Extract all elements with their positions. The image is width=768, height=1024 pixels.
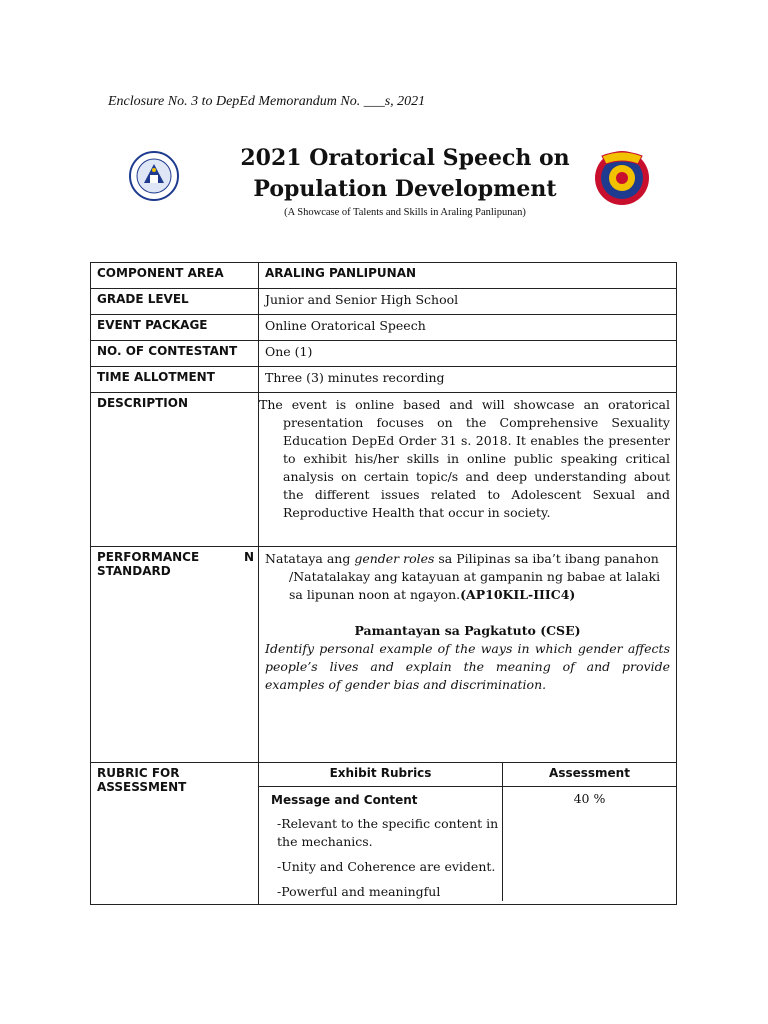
performance-stray-letter: N <box>243 550 254 564</box>
performance-text-italic: gender roles <box>354 551 435 566</box>
row-component-area <box>91 263 677 289</box>
description-text: The event is online based and will showcase an oratorical presentation focuses on the Comprehensive Sexuality Education DepEd Order 31 s. 2018. It enables the presenter to exhibit his/her skills in online public speaking critical analysis on certain topic/s and deep understanding about the different issues related to Adolescent Sexual and Reproductive Health that occur in society. <box>259 397 670 520</box>
grade-level-label: GRADE LEVEL <box>91 289 259 315</box>
rubric-bullet: -Powerful and meaningful <box>277 884 441 899</box>
rubric-label-line-1: RUBRIC FOR <box>97 766 180 780</box>
performance-label-line-2: STANDARD <box>97 564 171 578</box>
rubric-item <box>259 787 503 902</box>
rubric-label-line-2: ASSESSMENT <box>97 780 187 794</box>
rubric-bullet: -Unity and Coherence are evident. <box>277 859 496 874</box>
row-rubric <box>91 763 677 905</box>
cse-learning-standard: Identify personal example of the ways in which gender affects people’s lives and explain the meaning of and provide examples of gender bias and discrimination. <box>265 641 670 692</box>
component-area-value: ARALING PANLIPUNAN <box>259 263 677 289</box>
row-performance-standard <box>91 547 677 763</box>
performance-label-line-1: PERFORMANCE <box>97 550 200 564</box>
performance-text-rest: sa Pilipinas sa iba’t ibang panahon /Natatalakay ang katayuan at gampanin ng babae at lalaki sa lipunan noon at ngayon. <box>289 551 661 602</box>
rubric-col-exhibit: Exhibit Rubrics <box>329 766 432 780</box>
document-subtitle: (A Showcase of Talents and Skills in Araling Panlipunan) <box>284 207 526 218</box>
row-time-allotment <box>91 367 677 393</box>
pamantayan-heading: Pamantayan sa Pagkatuto (CSE) <box>354 623 581 638</box>
rubric-header-row <box>259 763 676 787</box>
rubric-table <box>259 763 676 901</box>
festival-badge-icon <box>592 146 652 208</box>
performance-standard-cell <box>259 547 677 763</box>
deped-seal-icon <box>126 150 182 202</box>
enclosure-reference: Enclosure No. 3 to DepEd Memorandum No. ___s, 2021 <box>108 94 426 109</box>
title-line-1: 2021 Oratorical Speech on <box>240 145 570 171</box>
rubric-label <box>91 763 259 905</box>
component-area-label: COMPONENT AREA <box>91 263 259 289</box>
performance-standard-label <box>91 547 259 763</box>
rubric-item-row <box>259 787 676 902</box>
performance-standard-text <box>265 550 670 604</box>
event-package-label: EVENT PACKAGE <box>91 315 259 341</box>
competency-code: (AP10KIL-IIIC4) <box>460 587 576 602</box>
time-allotment-label: TIME ALLOTMENT <box>91 367 259 393</box>
row-description <box>91 393 677 547</box>
time-allotment-value: Three (3) minutes recording <box>259 367 677 393</box>
event-details-table <box>90 262 677 905</box>
event-package-value: Online Oratorical Speech <box>259 315 677 341</box>
rubric-item-percentage: 40 % <box>503 787 677 902</box>
rubric-cell <box>259 763 677 905</box>
row-grade-level <box>91 289 677 315</box>
contestant-value: One (1) <box>259 341 677 367</box>
contestant-label: NO. OF CONTESTANT <box>91 341 259 367</box>
description-label: DESCRIPTION <box>91 393 259 547</box>
document-title <box>200 143 610 205</box>
rubric-item-title: Message and Content <box>271 793 418 807</box>
rubric-col-assessment: Assessment <box>503 763 677 787</box>
grade-level-value: Junior and Senior High School <box>259 289 677 315</box>
performance-text-start: Natataya ang <box>265 551 355 566</box>
row-contestant <box>91 341 677 367</box>
rubric-bullet: -Relevant to the specific content in the mechanics. <box>277 816 499 849</box>
description-cell <box>259 393 677 547</box>
title-line-2: Population Development <box>253 176 557 202</box>
row-event-package <box>91 315 677 341</box>
